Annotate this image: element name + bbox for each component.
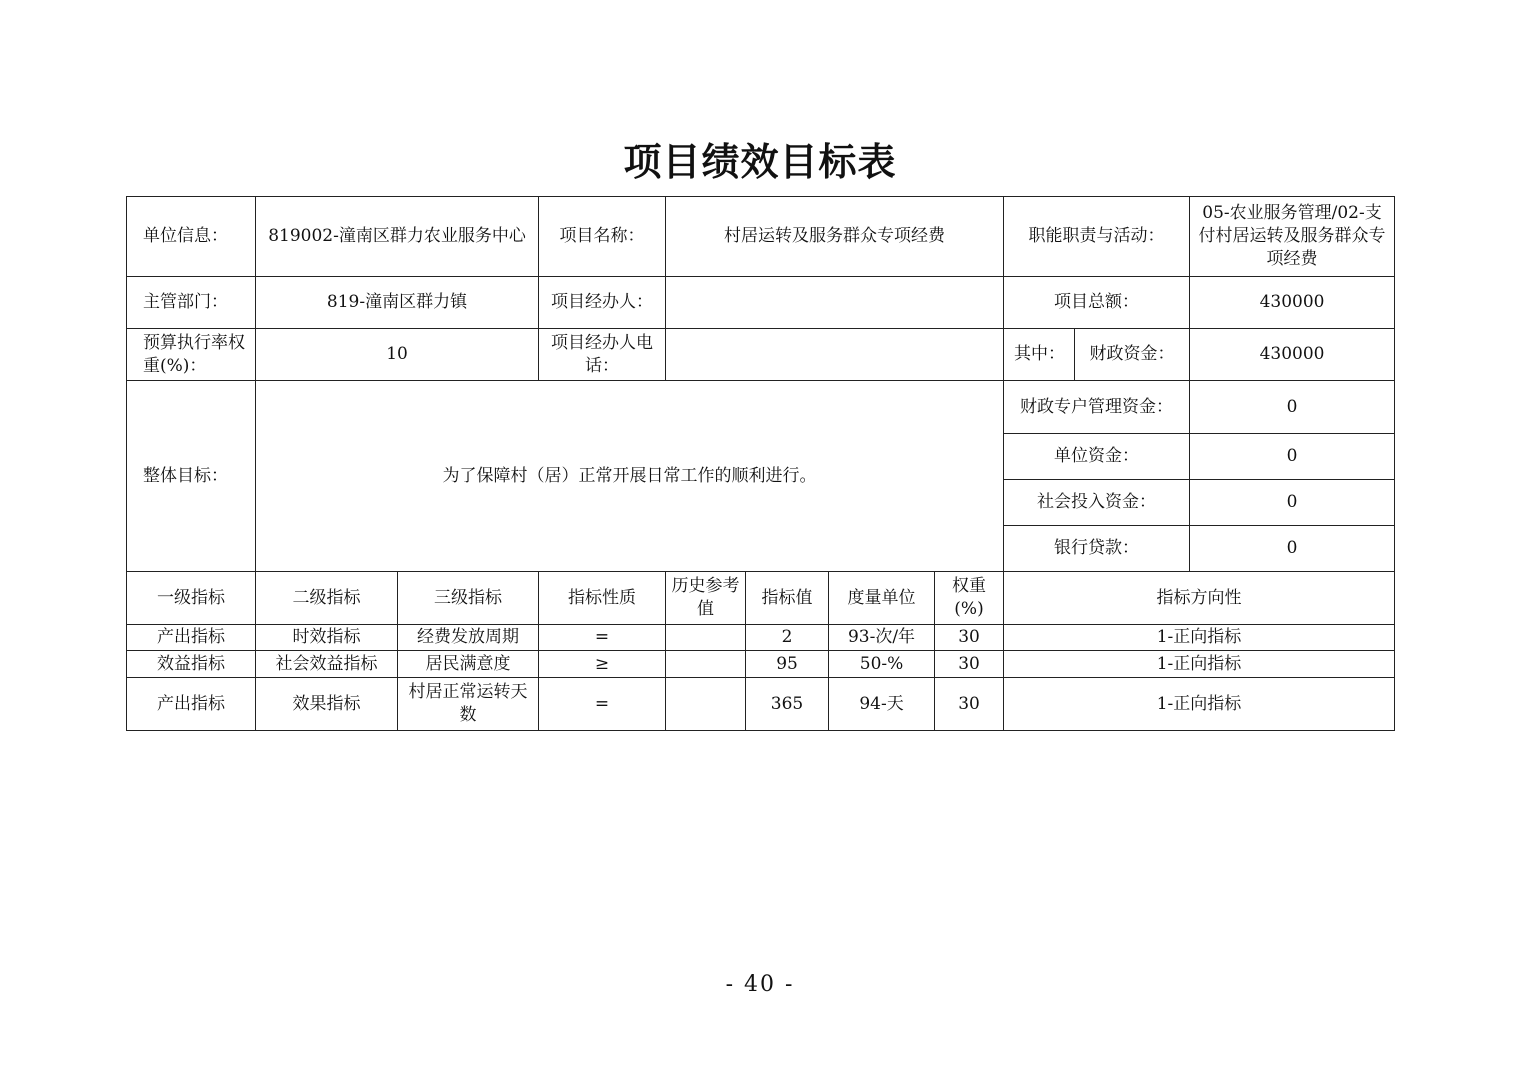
indicator-level2: 效果指标	[256, 678, 398, 731]
project-name-label: 项目名称：	[539, 197, 666, 277]
page-title: 项目绩效目标表	[623, 139, 897, 184]
header-level2: 二级指标	[256, 572, 398, 625]
indicator-unit: 94-天	[829, 678, 935, 731]
unit-funds-label: 单位资金：	[1004, 434, 1190, 480]
unit-info-value: 819002-潼南区群力农业服务中心	[256, 197, 539, 277]
indicator-direction: 1-正向指标	[1004, 625, 1395, 651]
indicator-history	[666, 625, 746, 651]
indicator-level1: 产出指标	[127, 678, 256, 731]
total-amount-value: 430000	[1190, 277, 1395, 329]
dept-label: 主管部门：	[127, 277, 256, 329]
indicator-direction: 1-正向指标	[1004, 678, 1395, 731]
social-funds-value: 0	[1190, 480, 1395, 526]
indicator-level3: 村居正常运转天数	[398, 678, 539, 731]
overall-goal-value: 为了保障村（居）正常开展日常工作的顺利进行。	[256, 381, 1004, 572]
indicator-weight: 30	[935, 651, 1004, 678]
project-name-value: 村居运转及服务群众专项经费	[666, 197, 1004, 277]
header-weight: 权重(%)	[935, 572, 1004, 625]
indicator-weight: 30	[935, 678, 1004, 731]
header-value: 指标值	[746, 572, 829, 625]
budget-rate-label: 预算执行率权重(%)：	[127, 329, 256, 381]
indicator-value: 2	[746, 625, 829, 651]
social-funds-label: 社会投入资金：	[1004, 480, 1190, 526]
indicator-history	[666, 678, 746, 731]
indicator-value: 95	[746, 651, 829, 678]
indicator-level1: 效益指标	[127, 651, 256, 678]
indicator-level2: 时效指标	[256, 625, 398, 651]
indicator-level3: 居民满意度	[398, 651, 539, 678]
header-history: 历史参考值	[666, 572, 746, 625]
indicator-header-row	[127, 572, 1395, 625]
function-activity-value: 05-农业服务管理/02-支付村居运转及服务群众专项经费	[1190, 197, 1395, 277]
special-account-value: 0	[1190, 381, 1395, 434]
table-row	[127, 625, 1395, 651]
fiscal-funds-value: 430000	[1190, 329, 1395, 381]
function-activity-label: 职能职责与活动：	[1004, 197, 1190, 277]
header-level1: 一级指标	[127, 572, 256, 625]
special-account-label: 财政专户管理资金：	[1004, 381, 1190, 434]
handler-phone-label: 项目经办人电话：	[539, 329, 666, 381]
among-label: 其中：	[1004, 329, 1075, 381]
indicator-nature: =	[539, 678, 666, 731]
table-row	[127, 651, 1395, 678]
indicator-level2: 社会效益指标	[256, 651, 398, 678]
fiscal-funds-label: 财政资金：	[1075, 329, 1190, 381]
dept-value: 819-潼南区群力镇	[256, 277, 539, 329]
indicator-weight: 30	[935, 625, 1004, 651]
header-direction: 指标方向性	[1004, 572, 1395, 625]
page-number: - 40 -	[725, 972, 795, 997]
bank-loan-value: 0	[1190, 526, 1395, 572]
budget-rate-value: 10	[256, 329, 539, 381]
handler-label: 项目经办人：	[539, 277, 666, 329]
total-amount-label: 项目总额：	[1004, 277, 1190, 329]
indicator-level3: 经费发放周期	[398, 625, 539, 651]
header-level3: 三级指标	[398, 572, 539, 625]
indicator-level1: 产出指标	[127, 625, 256, 651]
table-row	[127, 329, 1395, 381]
table-row	[127, 678, 1395, 731]
bank-loan-label: 银行贷款：	[1004, 526, 1190, 572]
handler-value	[666, 277, 1004, 329]
unit-info-label: 单位信息：	[127, 197, 256, 277]
table-row	[127, 381, 1395, 434]
table-row	[127, 277, 1395, 329]
indicator-nature: ≥	[539, 651, 666, 678]
handler-phone-value	[666, 329, 1004, 381]
indicator-nature: =	[539, 625, 666, 651]
indicator-unit: 50-%	[829, 651, 935, 678]
overall-goal-label: 整体目标：	[127, 381, 256, 572]
indicator-direction: 1-正向指标	[1004, 651, 1395, 678]
table-row	[127, 197, 1395, 277]
header-nature: 指标性质	[539, 572, 666, 625]
indicator-unit: 93-次/年	[829, 625, 935, 651]
unit-funds-value: 0	[1190, 434, 1395, 480]
indicator-history	[666, 651, 746, 678]
indicator-value: 365	[746, 678, 829, 731]
performance-target-table	[126, 196, 1395, 731]
header-unit: 度量单位	[829, 572, 935, 625]
